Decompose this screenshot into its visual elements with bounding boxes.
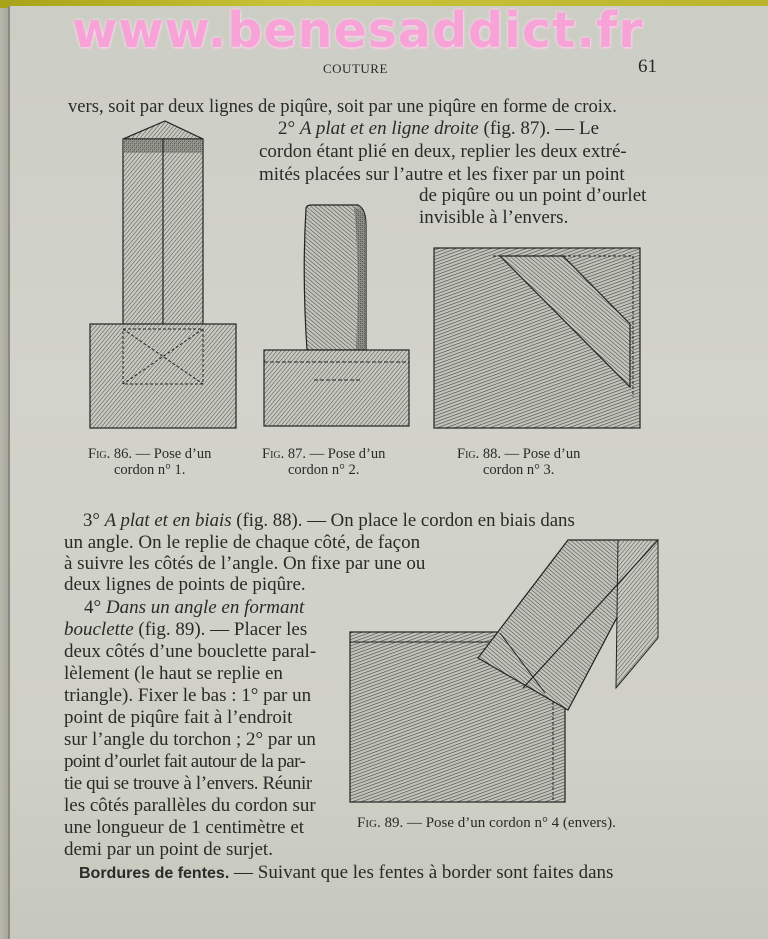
section-2-heading: [278, 118, 599, 140]
text-line: à suivre les côtés de l’angle. On fixe par une ou: [64, 553, 426, 574]
section-3-heading: [83, 510, 575, 532]
page-number: 61: [638, 56, 657, 77]
figure-87-caption: Fig. 87. — Pose d’un cordon n° 2.: [262, 446, 386, 478]
watermark: www.benesaddict.fr: [72, 2, 644, 59]
figure-89-caption: Fig. 89. — Pose d’un cordon n° 4 (envers).: [357, 815, 616, 831]
cloth-piece: [264, 350, 409, 426]
section-title: Bordures de fentes.: [79, 865, 230, 882]
text-line: mités placées sur l’autre et les fixer par un point: [259, 164, 625, 185]
section-number: 2°: [278, 118, 296, 139]
section-number: 4°: [84, 597, 102, 618]
text-line: une longueur de 1 centimètre et: [64, 817, 305, 838]
section-title: A plat et en biais: [104, 510, 232, 531]
section-text: — Suivant que les fentes à border sont faites dans: [234, 862, 614, 883]
figure-reference: (fig. 87). — Le: [483, 118, 600, 139]
figure-89-illustration: [348, 538, 668, 808]
figure-86-illustration: [88, 125, 238, 430]
text-line: cordon étant plié en deux, replier les deux extré-: [259, 141, 627, 162]
text-line: sur l’angle du torchon ; 2° par un: [64, 729, 316, 750]
section-number: 3°: [83, 510, 100, 531]
text-line: tie qui se trouve à l’envers. Réunir: [64, 773, 312, 794]
paragraph-continuation: vers, soit par deux lignes de piqûre, soit par une piqûre en forme de croix.: [68, 96, 617, 117]
text-line: de piqûre ou un point d’ourlet: [419, 185, 647, 206]
text-line: point de piqûre fait à l’endroit: [64, 707, 293, 728]
section-title: A plat et en ligne droite: [299, 118, 479, 139]
text-line: les côtés parallèles du cordon sur: [64, 795, 316, 816]
figure-87-illustration: [262, 205, 412, 430]
book-gutter: [0, 8, 8, 939]
text-line: invisible à l’envers.: [419, 207, 569, 228]
figure-88-illustration: [433, 247, 643, 432]
text-line: demi par un point de surjet.: [64, 839, 273, 860]
cloth-piece: [90, 324, 236, 428]
running-header: COUTURE: [323, 61, 388, 76]
figure-reference: (fig. 88). — On place le cordon en biais dans: [236, 510, 575, 531]
section-title: Dans un angle en formant: [105, 597, 305, 618]
text-line: deux lignes de points de piqûre.: [64, 574, 306, 595]
text-line: lèlement (le haut se replie en: [64, 663, 283, 684]
section-5-heading: [79, 862, 613, 885]
figure-88-caption: Fig. 88. — Pose d’un cordon n° 3.: [457, 446, 581, 478]
section-4-title-continuation: bouclette (fig. 89). — Placer les: [64, 619, 308, 640]
text-line: deux côtés d’une bouclette paral-: [64, 641, 317, 662]
text-line: un angle. On le replie de chaque côté, de façon: [64, 532, 421, 553]
figure-86-caption: Fig. 86. — Pose d’un cordon n° 1.: [88, 446, 212, 478]
text-line: point d’ourlet fait autour de la par-: [64, 751, 306, 772]
text-line: triangle). Fixer le bas : 1° par un: [64, 685, 312, 706]
section-4-heading: [84, 597, 304, 619]
